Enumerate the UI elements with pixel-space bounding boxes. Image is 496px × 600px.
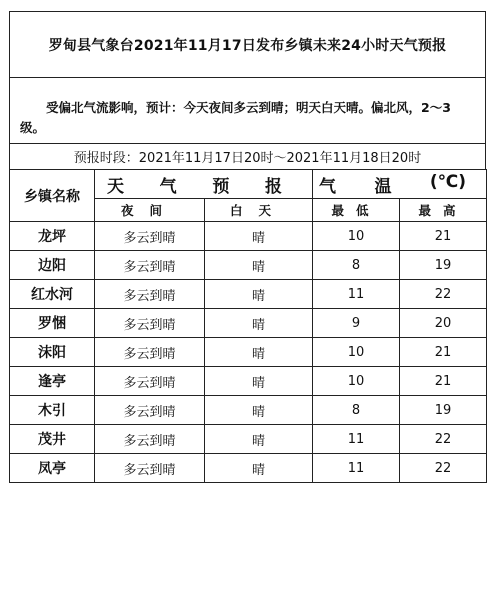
town-cell: 红水河 [10,280,95,309]
min-temp-cell: 10 [313,222,400,251]
night-weather-cell: 多云到晴 [95,309,205,338]
max-temp-cell: 21 [400,367,487,396]
min-temp-cell: 10 [313,338,400,367]
day-weather-cell: 晴 [205,454,313,483]
table-row [10,309,487,338]
header-weather-char: 天 [107,176,124,197]
header-temp-char: 温 [374,176,392,197]
header-town-name: 乡镇名称 [10,170,95,222]
header-temperature [313,170,487,199]
max-temp-cell: 21 [400,222,487,251]
day-weather-cell: 晴 [205,251,313,280]
night-weather-cell: 多云到晴 [95,396,205,425]
header-max: 最高 [400,199,487,222]
table-row [10,396,487,425]
night-weather-cell: 多云到晴 [95,222,205,251]
day-weather-cell: 晴 [205,367,313,396]
night-weather-cell: 多云到晴 [95,425,205,454]
table-row [10,454,487,483]
town-cell: 边阳 [10,251,95,280]
day-weather-cell: 晴 [205,338,313,367]
header-row-1 [10,170,487,199]
header-weather-char: 气 [159,176,177,197]
day-weather-cell: 晴 [205,309,313,338]
max-temp-cell: 22 [400,280,487,309]
table-row [10,367,487,396]
min-temp-cell: 11 [313,280,400,309]
min-temp-cell: 11 [313,454,400,483]
max-temp-cell: 22 [400,425,487,454]
max-temp-cell: 21 [400,338,487,367]
header-day: 白天 [205,199,313,222]
header-weather-forecast [95,170,313,199]
town-cell: 凤亭 [10,454,95,483]
forecast-description: 受偏北气流影响，预计：今天夜间多云到晴；明天白天晴。偏北风，2～3级。 [9,77,486,143]
min-temp-cell: 8 [313,396,400,425]
night-weather-cell: 多云到晴 [95,367,205,396]
max-temp-cell: 22 [400,454,487,483]
min-temp-cell: 9 [313,309,400,338]
night-weather-cell: 多云到晴 [95,251,205,280]
night-weather-cell: 多云到晴 [95,338,205,367]
max-temp-cell: 20 [400,309,487,338]
day-weather-cell: 晴 [205,396,313,425]
forecast-table [9,169,487,483]
night-weather-cell: 多云到晴 [95,454,205,483]
min-temp-cell: 10 [313,367,400,396]
table-row [10,425,487,454]
header-min: 最低 [313,199,400,222]
town-cell: 逢亭 [10,367,95,396]
max-temp-cell: 19 [400,396,487,425]
table-row [10,280,487,309]
town-cell: 龙坪 [10,222,95,251]
header-weather-char: 预 [212,176,230,197]
night-weather-cell: 多云到晴 [95,280,205,309]
header-night: 夜间 [95,199,205,222]
town-cell: 茂井 [10,425,95,454]
header-weather-char: 报 [264,176,282,197]
town-cell: 罗悃 [10,309,95,338]
header-temp-unit: (℃) [429,171,466,192]
forecast-period: 预报时段：2021年11月17日20时～2021年11月18日20时 [9,143,486,169]
forecast-sheet [9,11,486,483]
day-weather-cell: 晴 [205,425,313,454]
day-weather-cell: 晴 [205,280,313,309]
town-cell: 沫阳 [10,338,95,367]
day-weather-cell: 晴 [205,222,313,251]
town-cell: 木引 [10,396,95,425]
document-title: 罗甸县气象台2021年11月17日发布乡镇未来24小时天气预报 [9,11,486,77]
table-row [10,338,487,367]
min-temp-cell: 8 [313,251,400,280]
table-row [10,222,487,251]
min-temp-cell: 11 [313,425,400,454]
table-row [10,251,487,280]
max-temp-cell: 19 [400,251,487,280]
header-temp-char: 气 [319,176,336,197]
